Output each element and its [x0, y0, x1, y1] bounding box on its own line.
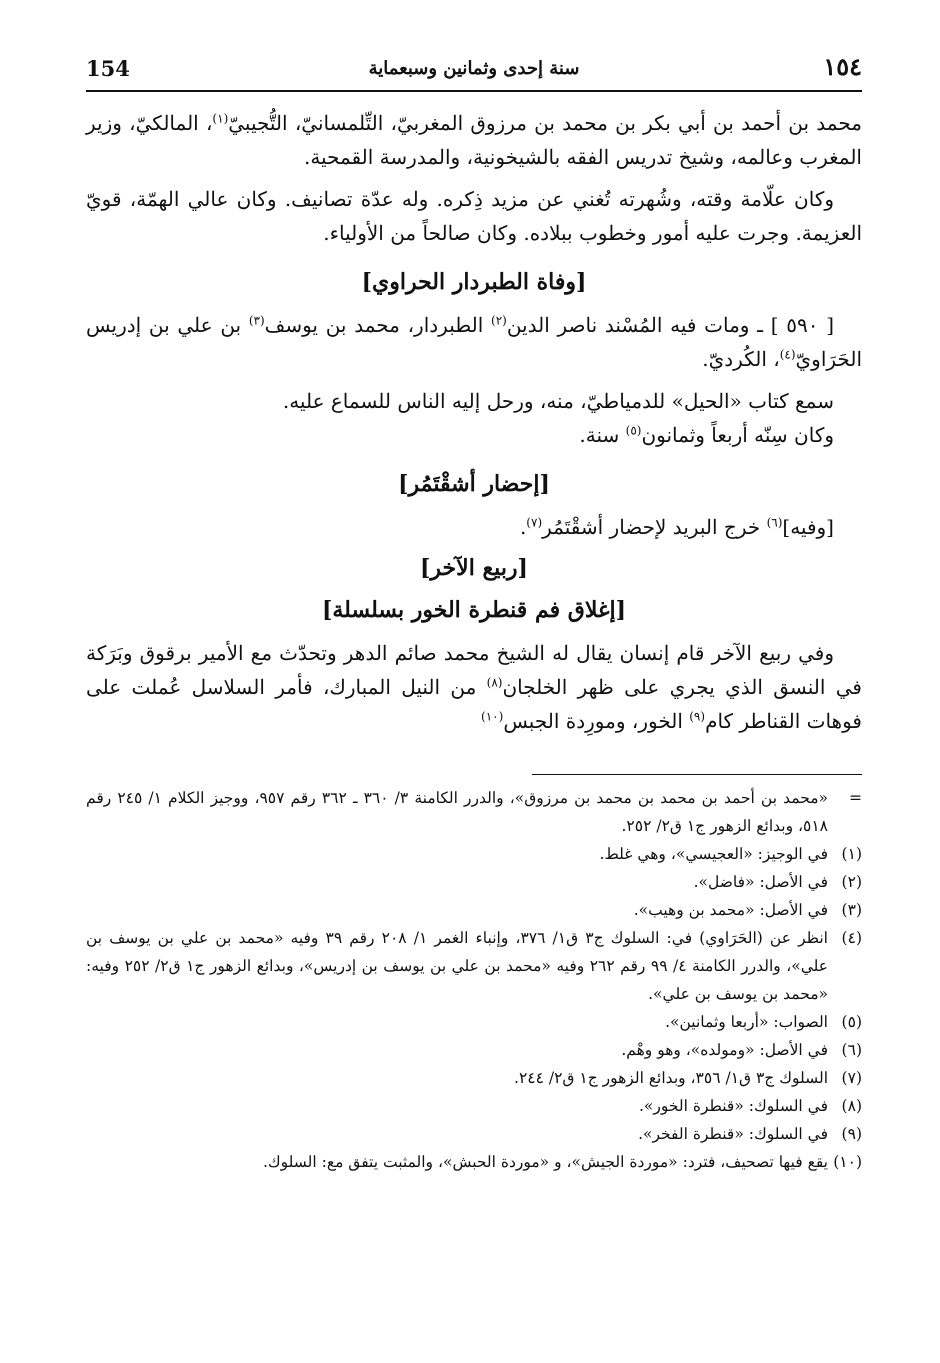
footnote-text: يقع فيها تصحيف، فترد: «موردة الجيش»، و «موردة الحبش»، والمثبت يتفق مع: السلوك. [262, 1153, 828, 1171]
footnote-ref[interactable]: (١٠) [481, 709, 504, 724]
footnote-text: الصواب: «أربعا وثمانين». [665, 1013, 828, 1031]
footnote-ref[interactable]: (٥) [625, 423, 642, 438]
footnote-text: «محمد بن أحمد بن محمد بن محمد بن مرزوق»، والدرر الكامنة ٣/ ٣٦٠ ـ ٣٦٢ رقم ٩٥٧، ووجيز الكلام ١/ ٢٤٥ رقم ٥١٨، وبدائع الزهور ج١ ق٢/ ٢٥٢. [86, 789, 828, 835]
book-page [86, 50, 862, 1340]
footnote-text: في الوجيز: «العجيسي»، وهي غلط. [599, 845, 828, 863]
footnote-item [86, 784, 862, 840]
footnote-item [86, 868, 862, 896]
footnote-ref[interactable]: (٧) [526, 515, 543, 530]
text-run: الطبردار، محمد بن يوسف [264, 313, 491, 337]
text-run: ، المالكيّ، وزير المغرب وعالمه، وشيخ تدريس الفقه بالشيخونية، والمدرسة القمحية. [86, 111, 862, 169]
text-run: ، الكُرديّ. [702, 347, 780, 371]
text-run: سنة. [579, 423, 626, 447]
text-run: الخور، ومورِدة الجبس [503, 709, 690, 733]
footnote-ref[interactable]: (٣) [248, 313, 265, 328]
text-run: محمد بن أحمد بن أبي بكر بن محمد بن مرزوق المغربيّ، التِّلمسانيّ، التُّجيبيّ [228, 111, 862, 135]
month-heading: [ربيع الآخر] [420, 555, 528, 581]
footnote-mark: (٣) [841, 901, 862, 919]
footnote-text: في السلوك: «قنطرة الفخر». [638, 1125, 828, 1143]
footnote-item [86, 840, 862, 868]
section-heading: [وفاة الطبردار الحراوي] [361, 269, 587, 295]
footnote-mark: (٧) [841, 1069, 862, 1087]
footnote-item [86, 1064, 862, 1092]
footnote-item [86, 1036, 862, 1064]
paragraph-summons [86, 510, 862, 544]
footnote-ref[interactable]: (٦) [766, 515, 783, 530]
footnote-mark: (٤) [841, 929, 862, 947]
footnote-text: في الأصل: «فاضل». [693, 873, 828, 891]
footnote-item [86, 1120, 862, 1148]
footnote-mark: (٢) [841, 873, 862, 891]
paragraph-biography [86, 106, 862, 174]
footnote-ref[interactable]: (٢) [491, 313, 507, 328]
footnote-mark: = [849, 789, 862, 807]
paragraph-chains [86, 636, 862, 738]
text-run: بن علي بن إدريس الحَرَاويّ [86, 313, 862, 371]
footnote-mark: (١٠) [833, 1153, 862, 1171]
paragraph-entry-590 [86, 308, 862, 376]
footnote-text: انظر عن (الحَرَاوي) في: السلوك ج٣ ق١/ ٣٧٦، وإنباء الغمر ١/ ٢٠٨ رقم ٣٩ وفيه «محمد بن علي بن يوسف بن علي»، والدرر الكامنة ٤/ ٩٩ رقم ٢٦٢ وفيه «محمد بن علي بن يوسف بن إدريس»، وبدائع الزهور ج١ ق٢/ ٢٥٢ وفيه: «محمد بن يوسف بن علي». [86, 929, 828, 1003]
footnote-text: في الأصل: «محمد بن وهيب». [633, 901, 828, 919]
footnote-mark: (٨) [841, 1097, 862, 1115]
footnote-ref[interactable]: (١) [212, 111, 229, 126]
paragraph-praise: وكان علّامة وقته، وشُهرته تُغني عن مزيد ذِكره. وله عدّة تصانيف. وكان عالي الهمّة، قويّ العزيمة. وجرت عليه أمور وخطوب ببلاده. وكان صالحاً من الأولياء. [86, 187, 862, 245]
footnote-text: في الأصل: «ومولده»، وهو وهْم. [621, 1041, 828, 1059]
footnote-mark: (٩) [841, 1125, 862, 1143]
main-text [86, 106, 862, 738]
footnote-mark: (٦) [841, 1041, 862, 1059]
footnote-item [86, 1092, 862, 1120]
text-run: خرج البريد لإحضار أشقْتَمُر [542, 515, 767, 539]
footnotes [86, 784, 862, 1176]
footnote-mark: (١) [841, 845, 862, 863]
footnote-ref[interactable]: (٨) [486, 675, 503, 690]
footnote-text: في السلوك: «قنطرة الخور». [639, 1097, 828, 1115]
running-header [86, 50, 862, 92]
text-run: وكان سِنّه أربعاً وثمانون [641, 423, 834, 447]
text-run: . [519, 515, 527, 539]
footnote-item [86, 896, 862, 924]
footnote-ref[interactable]: (٤) [779, 347, 796, 362]
footnote-mark: (٥) [841, 1013, 862, 1031]
paragraph-hearing: سمع كتاب «الحيل» للدمياطيّ، منه، ورحل إليه الناس للسماع عليه. [282, 389, 834, 413]
section-heading: [إغلاق فم قنطرة الخور بسلسلة] [321, 597, 627, 623]
footnote-item [86, 924, 862, 1008]
page-number-latin: 154 [86, 56, 130, 81]
page-number-arabic: ١٥٤ [823, 52, 862, 81]
footnote-text: السلوك ج٣ ق١/ ٣٥٦، وبدائع الزهور ج١ ق٢/ ٢٤٤. [514, 1069, 828, 1087]
text-run: [ ٥٩٠ ] ـ ومات فيه المُسْند ناصر الدين [506, 313, 834, 337]
paragraph-age [86, 418, 862, 452]
section-heading: [إحضار أشقْتَمُر] [398, 471, 550, 497]
footnote-item [86, 1008, 862, 1036]
text-run: وفي ربيع الآخر قام إنسان يقال له الشيخ محمد صائم الدهر وتحدّث مع الأمير برقوق وبَرَكة في النسق الذي يجري على ظهر الخلجان [86, 641, 862, 699]
running-title: سنة إحدى وثمانين وسبعماية [368, 58, 580, 79]
footnote-item [86, 1148, 862, 1176]
footnote-ref[interactable]: (٩) [689, 709, 706, 724]
text-run: [وفيه] [782, 515, 834, 539]
text-run: من النيل المبارك، فأمر السلاسل عُملت على فوهات القناطر كام [86, 675, 862, 733]
